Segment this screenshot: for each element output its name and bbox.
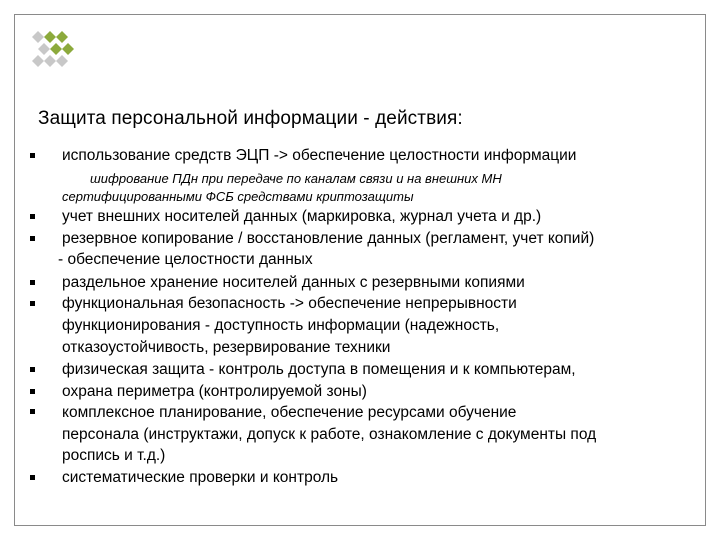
diamond-grid-icon (30, 30, 78, 78)
diamond-shape (44, 31, 56, 43)
list-item: физическая защита - контроль доступа в помещения и к компьютерам, (62, 361, 576, 378)
list-item: функциональная безопасность -> обеспечение непрерывности (62, 295, 517, 312)
diamond-shape (56, 55, 68, 67)
list-item: использование средств ЭЦП -> обеспечение целостности информации (62, 147, 577, 164)
diamond-shape (38, 43, 50, 55)
square-bullet-icon (30, 153, 35, 158)
slide-title: Защита персональной информации - действия: (38, 108, 463, 129)
diamond-shape (32, 31, 44, 43)
list-item-continuation: - обеспечение целостности данных (58, 251, 313, 268)
list-item: резервное копирование / восстановление данных (регламент, учет копий) (62, 230, 595, 247)
list-item-continuation: персонала (инструктажи, допуск к работе, ознакомление с документы под (62, 426, 597, 443)
list-item: раздельное хранение носителей данных с резервными копиями (62, 274, 525, 291)
list-item-continuation: функционирования - доступность информации (надежность, (62, 317, 500, 334)
list-item: учет внешних носителей данных (маркировка, журнал учета и др.) (62, 208, 542, 225)
list-item: охрана периметра (контролируемой зоны) (62, 383, 367, 400)
square-bullet-icon (30, 475, 35, 480)
square-bullet-icon (30, 409, 35, 414)
diamond-shape (50, 43, 62, 55)
diamond-shape (62, 43, 74, 55)
square-bullet-icon (30, 236, 35, 241)
list-item: систематические проверки и контроль (62, 469, 339, 486)
square-bullet-icon (30, 301, 35, 306)
list-item-note: шифрование ПДн при передаче по каналам связи и на внешних МН (90, 171, 502, 186)
square-bullet-icon (30, 214, 35, 219)
list-item-note: сертифицированными ФСБ средствами криптозащиты (62, 189, 414, 204)
list-item-continuation: роспись и т.д.) (62, 447, 166, 464)
square-bullet-icon (30, 280, 35, 285)
square-bullet-icon (30, 367, 35, 372)
list-item: комплексное планирование, обеспечение ресурсами обучение (62, 404, 517, 421)
diamond-shape (44, 55, 56, 67)
list-item-continuation: отказоустойчивость, резервирование техники (62, 339, 391, 356)
diamond-shape (56, 31, 68, 43)
square-bullet-icon (30, 389, 35, 394)
diamond-shape (32, 55, 44, 67)
